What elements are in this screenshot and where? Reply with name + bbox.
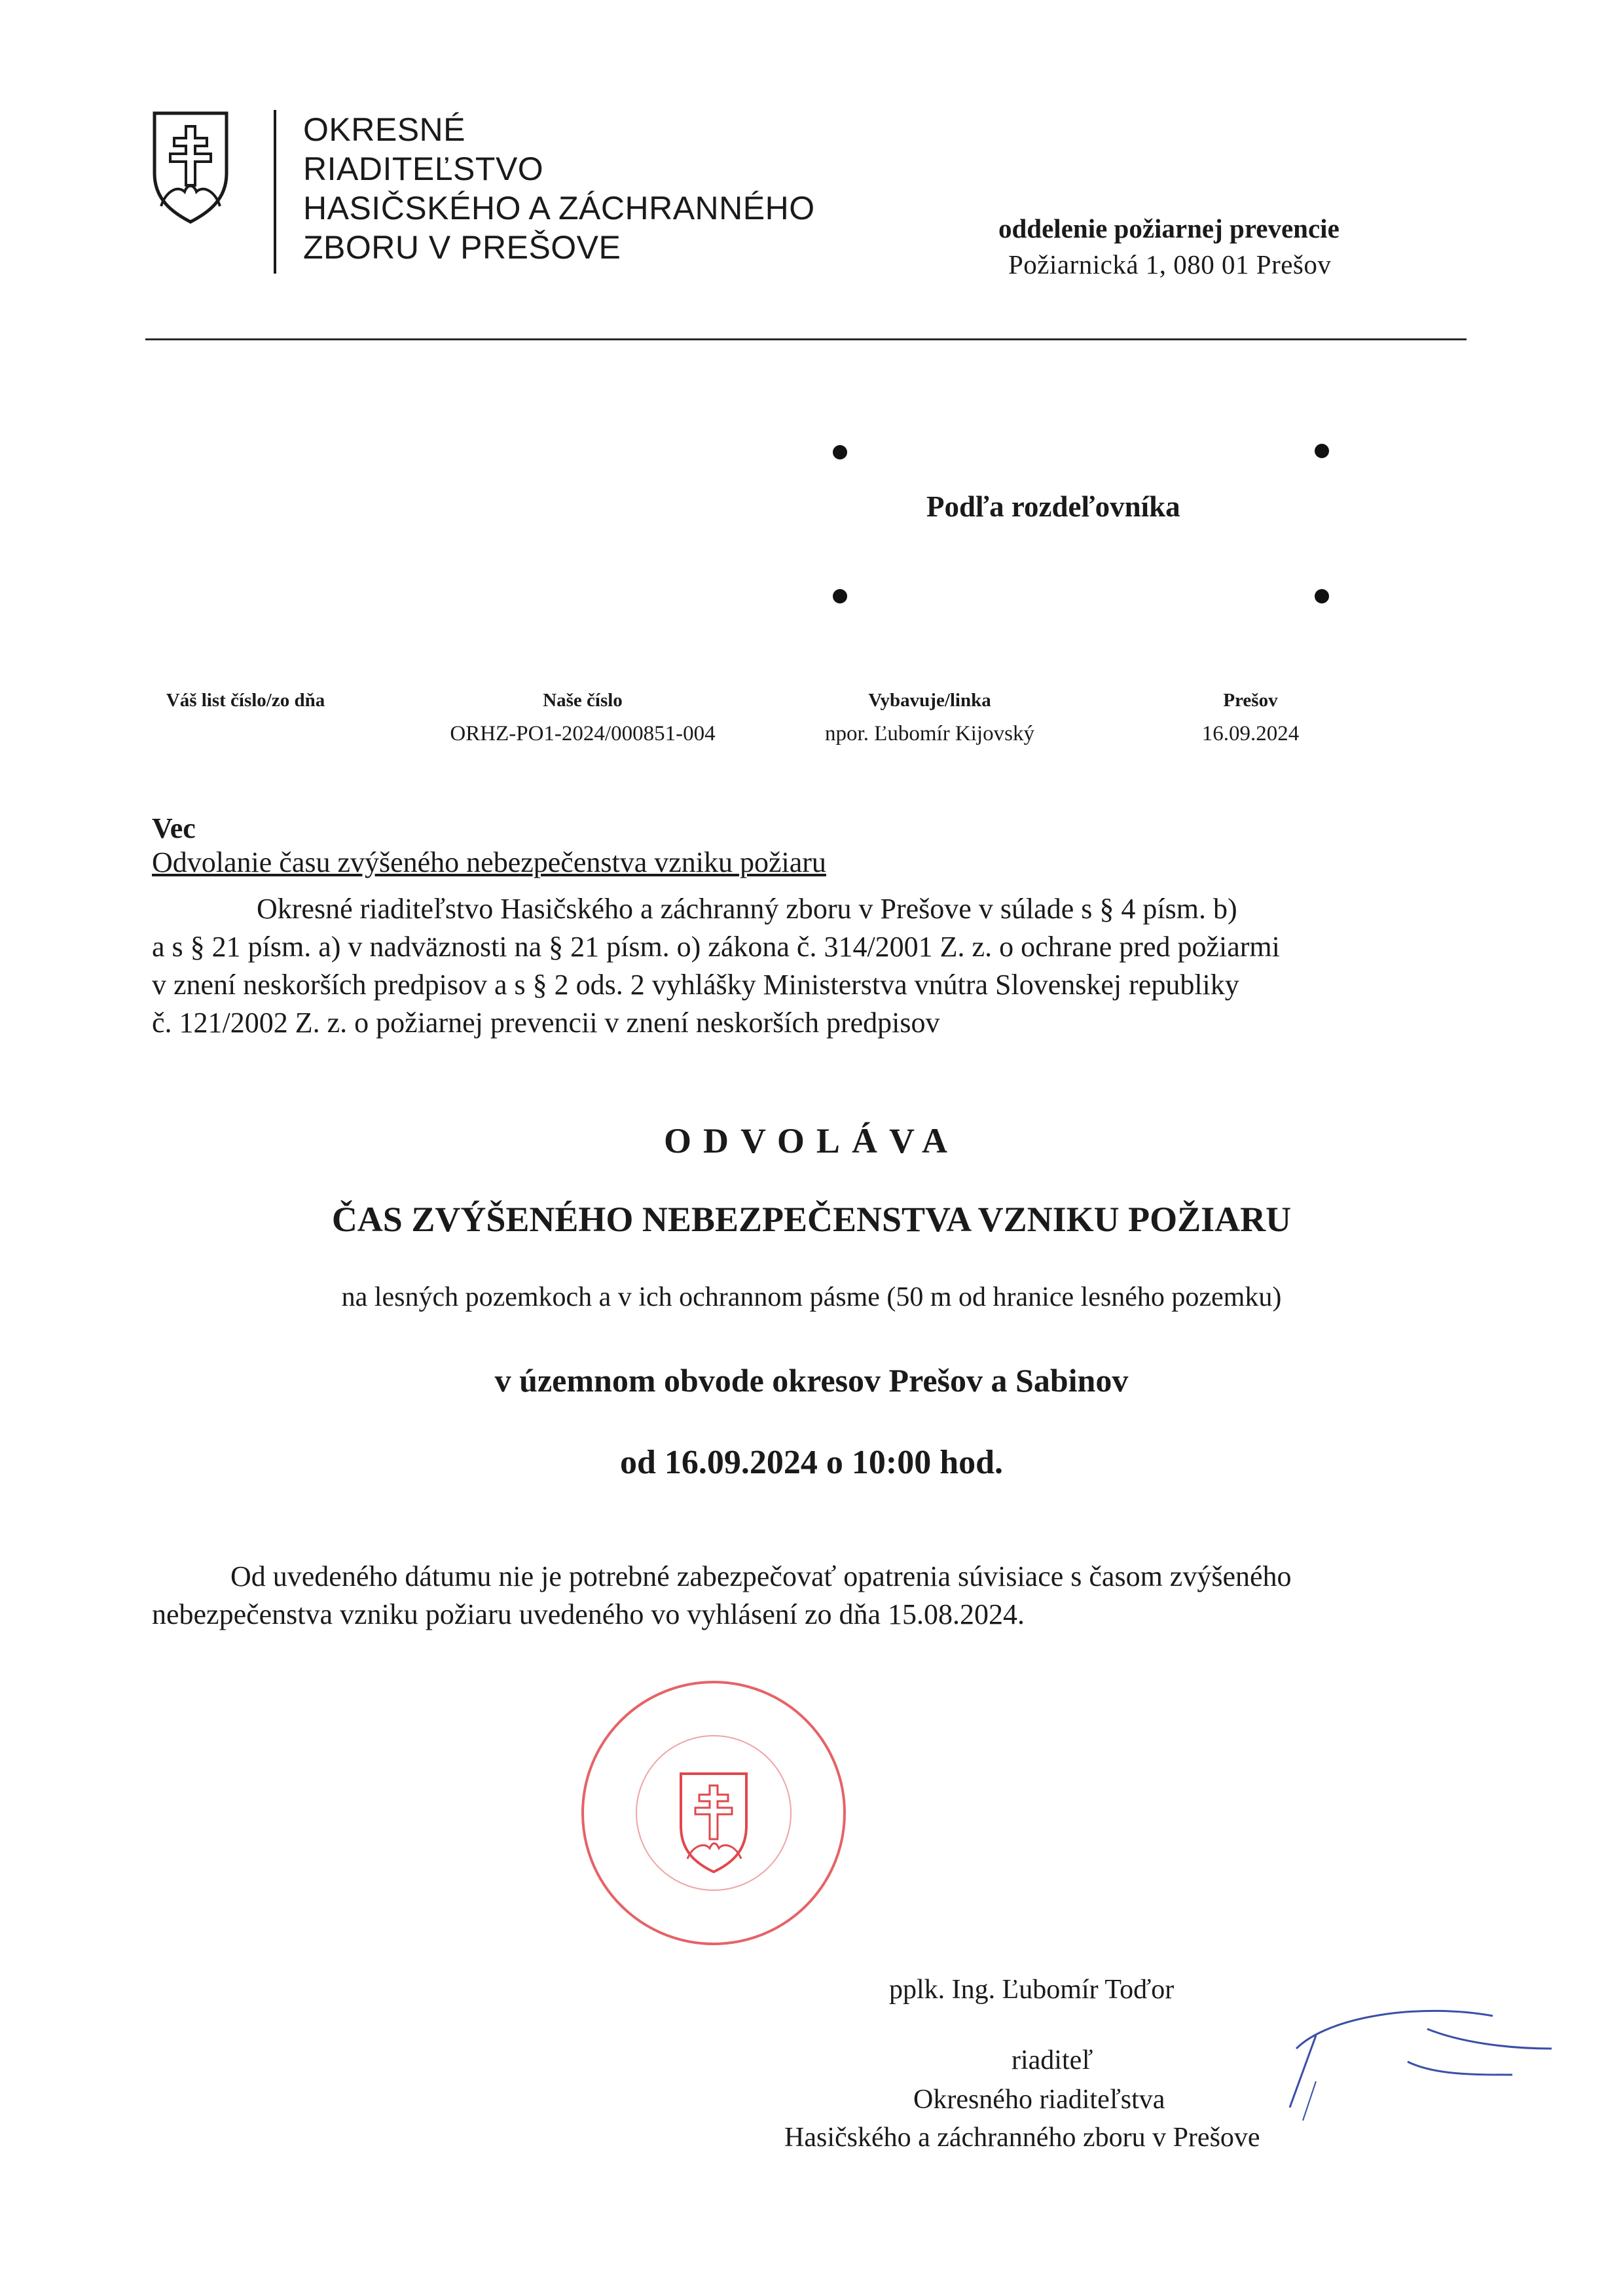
closing-paragraph [152,1558,1292,1634]
decision-scope: na lesných pozemkoch a v ich ochrannom pásme (50 m od hranice lesného pozemku) [341,1282,1282,1312]
our-number-value: ORHZ-PO1-2024/000851-004 [450,722,716,745]
signatory-name: pplk. Ing. Ľubomír Toďor [889,1975,1175,2005]
intro-line: Okresné riaditeľstvo Hasičského a záchranný zboru v Prešove v súlade s § 4 písm. b) [257,893,1237,925]
intro-paragraph [152,890,1280,1042]
address-corner-mark [833,445,847,459]
header-rule [145,338,1467,340]
addressee: Podľa rozdeľovníka [926,490,1180,523]
intro-line: v znení neskorších predpisov a s § 2 ods. 2 vyhlášky Ministerstva vnútra Slovenskej republiky [152,969,1239,1001]
address-corner-mark [1315,589,1329,603]
org-line: HASIČSKÉHO A ZÁCHRANNÉHO [303,190,815,226]
letter-date: 16.09.2024 [1201,722,1300,745]
decision-title: ČAS ZVÝŠENÉHO NEBEZPEČENSTVA VZNIKU POŽIARU [331,1200,1292,1239]
handled-by-reference [799,687,1061,749]
handled-by-value: npor. Ľubomír Kijovský [825,722,1034,745]
intro-line: a s § 21 písm. a) v nadväznosti na § 21 písm. o) zákona č. 314/2001 Z. z. o ochrane pred požiarmi [152,931,1280,963]
our-number-label: Naše číslo [543,690,623,711]
intro-line: č. 121/2002 Z. z. o požiarnej prevencii v znení neskorších predpisov [152,1007,940,1039]
org-line: ZBORU V PREŠOVE [303,229,621,266]
decision-district: v územnom obvode okresov Prešov a Sabinov [494,1362,1129,1399]
subject-label: Vec [152,812,196,844]
org-line: RIADITEĽSTVO [303,151,544,187]
signatory-org-line: Hasičského a záchranného zboru v Prešove [784,2123,1260,2153]
department-address: Požiarnická 1, 080 01 Prešov [1008,249,1332,279]
decision-verb: ODVOLÁVA [664,1121,959,1160]
slovak-coat-of-arms-icon [149,108,232,226]
closing-line: nebezpečenstva vzniku požiaru uvedeného vo vyhlásení zo dňa 15.08.2024. [152,1598,1025,1630]
subject-text: Odvolanie času zvýšeného nebezpečenstva vzniku požiaru [152,846,826,878]
org-line: OKRESNÉ [303,111,466,148]
your-letter-reference [147,687,344,713]
handwritten-signature [1277,1977,1571,2160]
organization-name [303,110,815,267]
address-corner-mark [1315,444,1329,458]
your-letter-label: Váš list číslo/zo dňa [166,690,325,711]
header-divider [274,110,276,274]
decision-effective-from: od 16.09.2024 o 10:00 hod. [619,1444,1004,1481]
handled-by-label: Vybavuje/linka [868,690,991,711]
our-number-reference [426,687,740,749]
date-reference [1165,687,1336,749]
official-round-stamp [576,1676,851,1950]
address-corner-mark [833,589,847,603]
signatory-org-line: Okresného riaditeľstva [913,2085,1165,2115]
signatory-role: riaditeľ [1012,2045,1093,2075]
closing-line: Od uvedeného dátumu nie je potrebné zabezpečovať opatrenia súvisiace s časom zvýšeného [230,1560,1292,1592]
department-name: oddelenie požiarnej prevencie [998,213,1340,243]
place-label: Prešov [1223,690,1278,711]
